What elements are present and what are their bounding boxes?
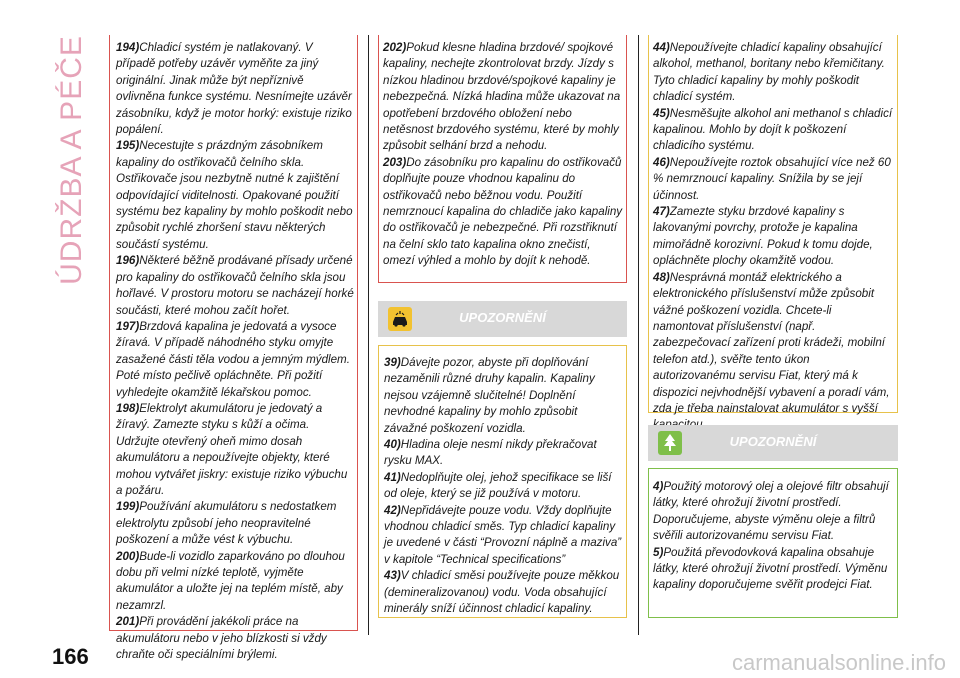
column-divider-1 <box>368 35 369 635</box>
note-item <box>653 545 895 594</box>
note-text: Použitá převodovková kapalina obsahuje látky, které ohrožují životní prostředí. Výměnu kapaliny doporučujeme svěřit prodejci Fiat. <box>653 545 888 592</box>
note-number: 194) <box>116 41 140 54</box>
note-number: 199) <box>116 500 140 514</box>
note-text: V chladicí směsi používejte pouze měkkou (demineralizovanou) vodu. Voda obsahující minerály sníží účinnost chladicí kapaliny. <box>384 569 620 616</box>
note-number: 198) <box>116 401 140 415</box>
note-text: Do zásobníku pro kapalinu do ostřikovačů doplňujte pouze vhodnou kapalinu do ostřikovačů nebo běžnou vodu. Použití nemrznoucí kapalina do chladiče jako kapaliny do ostřikovačů je nebezpečné. Při rozstřiknutí na čelní sklo tato kapalina okno znečistí, omezí výhled a mohlo by dojít k nehodě. <box>383 155 623 268</box>
note-text: Hladina oleje nesmí nikdy překračovat rysku MAX. <box>384 438 597 468</box>
chapter-side-title-text: ÚDRŽBA A PÉČE <box>55 35 88 285</box>
notes-column-3-bottom <box>653 479 895 594</box>
note-item <box>653 479 895 545</box>
note-number: 195) <box>116 139 140 153</box>
note-item <box>653 106 895 155</box>
note-number: 196) <box>116 254 140 268</box>
note-text: Zamezte styku brzdové kapaliny s lakovanými povrchy, protože je kapalina mimořádně korozivní. Pokud k tomu dojde, opláchněte plochy okamžitě vodou. <box>653 205 873 268</box>
note-number: 197) <box>116 319 140 333</box>
note-item <box>384 503 622 569</box>
note-item <box>383 40 623 155</box>
note-number: 43) <box>384 569 401 583</box>
note-item <box>384 470 622 503</box>
note-number: 41) <box>384 470 401 484</box>
note-item <box>116 614 354 663</box>
note-text: Nepoužívejte roztok obsahující více než 60 % nemrznoucí kapaliny. Snížila by se její účinnost. <box>653 155 891 202</box>
note-item <box>383 155 623 270</box>
note-number: 203) <box>383 155 407 169</box>
note-text: Při provádění jakékoli práce na akumulátoru nebo v jeho blízkosti si vždy chraňte oči speciálními brýlemi. <box>116 615 327 662</box>
note-item <box>653 155 895 204</box>
notes-column-2-top <box>383 40 623 270</box>
warning-banner-title: UPOZORNĚNÍ <box>459 310 546 325</box>
note-text: Nepřidávejte pouze vodu. Vždy doplňujte vhodnou chladicí směs. Typ chladicí kapaliny je uvedené v části “Provozní náplně a maziva” v kapitole “Technical specifications” <box>384 503 622 566</box>
note-text: Elektrolyt akumulátoru je jedovatý a žíravý. Zamezte styku s kůží a očima. Udržujte otevřený oheň mimo dosah akumulátoru a nepoužívejte objekty, které mohou vytvářet jiskry: existuje riziko výbuchu a požáru. <box>116 401 348 497</box>
note-item <box>384 568 622 617</box>
note-text: Necestujte s prázdným zásobníkem kapaliny do ostřikovačů čelního skla. Ostřikovače jsou nezbytně nutné k zajištění odpovídající viditelnosti. Opakované použití systému bez kapaliny by mohlo poškodit nebo způsobit rychlé zhoršení stavu některých součástí systému. <box>116 139 353 251</box>
note-item <box>116 138 354 253</box>
note-item <box>653 204 895 270</box>
note-number: 40) <box>384 438 401 452</box>
note-item <box>116 401 354 499</box>
note-text: Nepoužívejte chladicí kapaliny obsahující alkohol, methanol, boritany nebo křemičitany. Tyto chladicí kapaliny by mohly poškodit chladicí systém. <box>653 41 885 104</box>
notes-column-1 <box>116 40 354 663</box>
note-number: 48) <box>653 270 670 284</box>
note-text: Nesměšujte alkohol ani methanol s chladicí kapalinou. Mohlo by dojít k poškození chladicího systému. <box>653 106 893 153</box>
note-text: Chladicí systém je natlakovaný. V případě potřeby uzávěr vyměňte za jiný originální. Jinak může být nepříznivě ovlivněna funkce systému. Nesnímejte uzávěr zásobníku, když je motor horký: existuje riziko popálení. <box>116 41 352 137</box>
note-item <box>384 437 622 470</box>
notes-column-3-top <box>653 40 895 434</box>
note-number: 45) <box>653 106 670 120</box>
note-item <box>116 499 354 548</box>
note-item <box>116 40 354 138</box>
note-item <box>653 40 895 106</box>
note-item <box>116 319 354 401</box>
note-number: 47) <box>653 205 670 219</box>
warning-banner-environment <box>648 425 898 461</box>
note-text: Použitý motorový olej a olejové filtr obsahují látky, které ohrožují životní prostředí. Doporučujeme, abyste výměnu oleje a filtrů svěřili autorizovanému servisu Fiat. <box>653 480 889 543</box>
page-number: 166 <box>52 644 89 669</box>
note-item <box>653 270 895 434</box>
note-number: 39) <box>384 356 401 369</box>
note-item <box>384 355 622 437</box>
watermark-text: carmanualsonline.info <box>731 650 946 675</box>
note-item <box>116 253 354 319</box>
warning-banner-caution <box>378 301 627 337</box>
warning-banner-title-env: UPOZORNĚNÍ <box>729 434 817 449</box>
note-text: Dávejte pozor, abyste při doplňování nezaměnili různé druhy kapalin. Kapaliny nejsou vzájemně slučitelné! Doplnění nevhodné kapaliny by mohlo způsobit závažné poškození vozidla. <box>384 356 595 435</box>
note-number: 42) <box>384 503 401 517</box>
note-text: Nedoplňujte olej, jehož specifikace se liší od oleje, který se již používá v motoru. <box>384 470 612 501</box>
chapter-side-title <box>52 30 92 290</box>
note-text: Brzdová kapalina je jedovatá a vysoce žíravá. V případě náhodného styku omyjte zasažené části těla vodou a jemným mýdlem. Poté místo pečlivě opláchněte. Při požití vyhledejte okamžitě lékařskou pomoc. <box>116 319 350 399</box>
note-text: Bude-li vozidlo zaparkováno po dlouhou dobu při velmi nízké teplotě, vyjměte akumulátor a uložte jej na teplém místě, aby nezamrzl. <box>116 549 345 612</box>
note-text: Používání akumulátoru s nedostatkem elektrolytu způsobí jeho neopravitelné poškození a může vést k výbuchu. <box>116 500 337 547</box>
column-divider-2 <box>638 35 639 635</box>
note-number: 44) <box>653 41 670 54</box>
note-number: 46) <box>653 155 670 169</box>
note-text: Pokud klesne hladina brzdové/ spojkové kapaliny, nechejte zkontrolovat brzdy. Jízdy s nízkou hladinou brzdové/spojkové kapaliny je nebezpečná. Nízká hladina může ukazovat na opotřebení brzdového obložení nebo netěsnost brzdového systému, které by mohly způsobit selhání brzd a nehodu. <box>383 41 621 153</box>
note-number: 5) <box>653 545 664 559</box>
note-number: 202) <box>383 41 407 54</box>
note-number: 201) <box>116 615 140 629</box>
note-text: Nesprávná montáž elektrického a elektronického příslušenství může způsobit vážné poškození vozidla. Chcete-li namontovat příslušenství (např. zabezpečovací zařízení proti krádeži, mobilní telefon atd.), svěřte tento úkon autorizovanému servisu Fiat, který má k dispozici nejvhodnější vybavení a poradí vám, zda je třeba nainstalovat akumulátor s vyšší <box>653 270 890 415</box>
note-number: 4) <box>653 480 664 493</box>
note-item <box>116 549 354 615</box>
notes-column-2-bottom <box>384 355 622 618</box>
note-number: 200) <box>116 549 140 563</box>
note-text: Některé běžně prodávané přísady určené pro kapaliny do ostřikovačů čelního skla jsou hořlavé. V prostoru motoru se nacházejí horké součásti, které mohou začít hořet. <box>116 254 354 317</box>
